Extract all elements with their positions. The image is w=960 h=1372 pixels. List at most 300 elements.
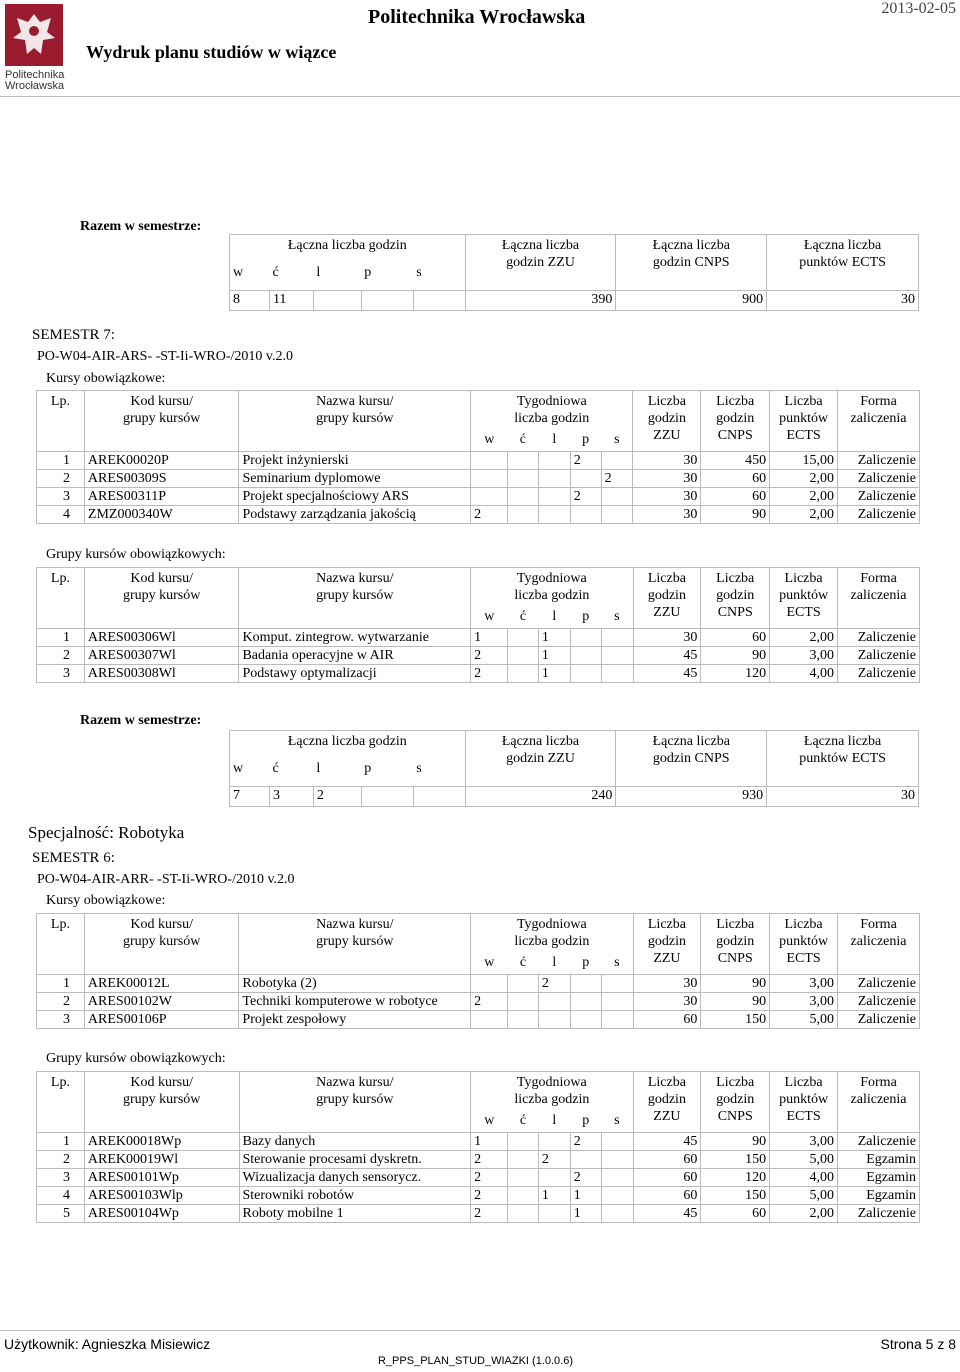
col-header-cnps: Liczba godzin CNPS xyxy=(701,568,770,629)
course-p: 2 xyxy=(570,487,601,505)
course-cnps: 90 xyxy=(701,1132,770,1150)
course-l xyxy=(538,1168,570,1186)
course-name: Projekt zespołowy xyxy=(239,1010,471,1028)
course-ects: 5,00 xyxy=(770,1010,838,1028)
summary-p xyxy=(361,290,413,310)
eagle-emblem-icon xyxy=(5,4,63,66)
summary-2-row xyxy=(230,786,919,806)
col-header-tygodniowa: Tygodniowa liczba godzin xyxy=(471,914,633,951)
course-l xyxy=(538,487,570,505)
course-lp: 4 xyxy=(37,1186,85,1204)
course-cnps: 150 xyxy=(701,1150,770,1168)
course-w: 2 xyxy=(471,646,508,664)
col-header-l: l xyxy=(538,1108,570,1132)
course-p xyxy=(570,1150,601,1168)
course-ects: 4,00 xyxy=(770,664,838,682)
page-subtitle: Wydruk planu studiów w wiązce xyxy=(86,42,337,62)
course-zzu: 30 xyxy=(633,992,701,1010)
course-ects: 4,00 xyxy=(770,1168,838,1186)
course-l: 1 xyxy=(538,664,570,682)
course-ects: 2,00 xyxy=(770,487,838,505)
course-row xyxy=(37,469,920,487)
course-forma: Zaliczenie xyxy=(838,505,920,523)
col-header-kod: Kod kursu/ grupy kursów xyxy=(84,1072,239,1133)
course-l xyxy=(538,1204,570,1222)
sem7-groups-table xyxy=(36,567,920,683)
course-row xyxy=(37,487,920,505)
course-s xyxy=(601,1010,633,1028)
course-s xyxy=(601,1204,633,1222)
course-w: 2 xyxy=(471,664,508,682)
col-header-cnps: Liczba godzin CNPS xyxy=(701,914,770,975)
course-l xyxy=(538,505,570,523)
logo-text xyxy=(5,70,67,92)
summary-2-w: 7 xyxy=(230,786,270,806)
col-header-lp: Lp. xyxy=(37,568,85,629)
semester-7-groups-label: Grupy kursów obowiązkowych: xyxy=(46,547,226,562)
course-row xyxy=(37,1168,920,1186)
course-ects: 2,00 xyxy=(770,469,838,487)
header-divider xyxy=(0,96,960,97)
university-logo xyxy=(5,4,67,92)
course-name: Sterowniki robotów xyxy=(239,1186,471,1204)
col-header-forma: Forma zaliczenia xyxy=(838,568,920,629)
col-header-s: s xyxy=(601,950,633,974)
course-zzu: 30 xyxy=(633,628,701,646)
course-zzu: 60 xyxy=(633,1168,701,1186)
summary-c: 11 xyxy=(269,290,313,310)
course-forma: Zaliczenie xyxy=(838,646,920,664)
course-code: ZMZ000340W xyxy=(84,505,239,523)
col-header-w: w xyxy=(471,1108,508,1132)
col-header-ects: Liczba punktów ECTS xyxy=(770,914,838,975)
course-w xyxy=(471,487,508,505)
course-s xyxy=(601,505,633,523)
course-forma: Zaliczenie xyxy=(838,1132,920,1150)
summary-col-p: p xyxy=(361,254,413,290)
semester-6-code: PO-W04-AIR-ARR- -ST-Ii-WRO-/2010 v.2.0 xyxy=(37,872,295,887)
course-w: 2 xyxy=(471,1204,508,1222)
summary-2-label: Razem w semestrze: xyxy=(80,713,202,728)
course-w: 2 xyxy=(471,1150,508,1168)
logo-text-line-2: Wrocławska xyxy=(5,80,65,92)
course-l: 1 xyxy=(538,1186,570,1204)
course-s xyxy=(601,628,633,646)
course-row xyxy=(37,664,920,682)
course-p xyxy=(570,1010,601,1028)
course-c xyxy=(507,469,538,487)
course-name: Podstawy optymalizacji xyxy=(239,664,471,682)
col-header-p: p xyxy=(570,604,601,628)
col-header-cnps: Liczba godzin CNPS xyxy=(701,391,770,452)
course-lp: 2 xyxy=(37,992,85,1010)
course-p: 2 xyxy=(570,1168,601,1186)
footer-divider xyxy=(0,1330,960,1331)
summary-2-l: 2 xyxy=(313,786,361,806)
col-header-tygodniowa: Tygodniowa liczba godzin xyxy=(471,1072,633,1109)
course-ects: 15,00 xyxy=(770,451,838,469)
course-code: ARES00306Wl xyxy=(84,628,239,646)
course-l: 1 xyxy=(538,628,570,646)
course-code: ARES00102W xyxy=(84,992,239,1010)
course-zzu: 45 xyxy=(633,664,701,682)
summary-header-cnps: Łączna liczba godzin CNPS xyxy=(616,235,767,291)
course-c xyxy=(508,1132,539,1150)
course-forma: Zaliczenie xyxy=(838,1204,920,1222)
semester-6-groups-label: Grupy kursów obowiązkowych: xyxy=(46,1051,226,1066)
col-header-ects: Liczba punktów ECTS xyxy=(770,1072,838,1133)
summary-2-header-hours: Łączna liczba godzin xyxy=(230,731,466,751)
course-lp: 3 xyxy=(37,487,85,505)
semester-6-title: SEMESTR 6: xyxy=(32,850,115,866)
course-s: 2 xyxy=(601,469,633,487)
course-ects: 2,00 xyxy=(770,505,838,523)
col-header-p: p xyxy=(570,1108,601,1132)
course-c xyxy=(507,451,538,469)
summary-row xyxy=(230,290,919,310)
print-date: 2013-02-05 xyxy=(881,0,956,17)
course-lp: 5 xyxy=(37,1204,85,1222)
course-w: 2 xyxy=(471,1186,508,1204)
course-s xyxy=(601,974,633,992)
course-p: 2 xyxy=(570,1132,601,1150)
course-ects: 5,00 xyxy=(770,1150,838,1168)
col-header-nazwa: Nazwa kursu/ grupy kursów xyxy=(239,568,471,629)
course-zzu: 30 xyxy=(633,451,701,469)
course-ects: 3,00 xyxy=(770,646,838,664)
course-forma: Zaliczenie xyxy=(838,1010,920,1028)
col-header-cnps: Liczba godzin CNPS xyxy=(701,1072,770,1133)
course-c xyxy=(508,974,539,992)
course-row xyxy=(37,505,920,523)
summary-col-w: w xyxy=(230,254,270,290)
course-code: ARES00309S xyxy=(84,469,239,487)
col-header-c: ć xyxy=(508,1108,539,1132)
course-w: 2 xyxy=(471,1168,508,1186)
course-code: ARES00104Wp xyxy=(84,1204,239,1222)
col-header-zzu: Liczba godzin ZZU xyxy=(633,391,701,452)
course-l xyxy=(538,451,570,469)
course-zzu: 60 xyxy=(633,1186,701,1204)
col-header-l: l xyxy=(538,604,570,628)
summary-2-c: 3 xyxy=(269,786,313,806)
summary-2-col-w: w xyxy=(230,750,270,786)
course-code: ARES00106P xyxy=(84,1010,239,1028)
course-c xyxy=(507,487,538,505)
course-name: Podstawy zarządzania jakością xyxy=(239,505,471,523)
course-code: AREK00012L xyxy=(84,974,239,992)
course-row xyxy=(37,992,920,1010)
course-cnps: 60 xyxy=(701,628,770,646)
course-row xyxy=(37,1132,920,1150)
summary-table xyxy=(229,234,919,311)
course-c xyxy=(508,628,539,646)
course-w: 1 xyxy=(471,628,508,646)
course-zzu: 60 xyxy=(633,1150,701,1168)
summary-col-c: ć xyxy=(269,254,313,290)
course-zzu: 60 xyxy=(633,1010,701,1028)
course-c xyxy=(508,1186,539,1204)
course-zzu: 30 xyxy=(633,505,701,523)
course-p xyxy=(570,646,601,664)
course-p xyxy=(570,664,601,682)
course-row xyxy=(37,1204,920,1222)
semester-7-title: SEMESTR 7: xyxy=(32,327,115,343)
course-lp: 2 xyxy=(37,646,85,664)
col-header-kod: Kod kursu/ grupy kursów xyxy=(84,568,239,629)
course-lp: 3 xyxy=(37,664,85,682)
col-header-zzu: Liczba godzin ZZU xyxy=(633,1072,701,1133)
col-header-kod: Kod kursu/ grupy kursów xyxy=(84,914,239,975)
course-s xyxy=(601,646,633,664)
summary-2-header-zzu: Łączna liczba godzin ZZU xyxy=(465,731,616,787)
course-lp: 1 xyxy=(37,451,85,469)
course-zzu: 45 xyxy=(633,646,701,664)
summary-2-s xyxy=(413,786,465,806)
course-w xyxy=(471,1010,508,1028)
course-lp: 4 xyxy=(37,505,85,523)
summary-2-header-ects: Łączna liczba punktów ECTS xyxy=(767,731,919,787)
course-p xyxy=(570,974,601,992)
course-w: 2 xyxy=(471,992,508,1010)
semester-7-mandatory-label: Kursy obowiązkowe: xyxy=(46,371,166,386)
course-l xyxy=(538,1010,570,1028)
summary-col-l: l xyxy=(313,254,361,290)
sem6-courses-table xyxy=(36,913,920,1029)
course-cnps: 150 xyxy=(701,1186,770,1204)
course-row xyxy=(37,1150,920,1168)
course-forma: Zaliczenie xyxy=(838,451,920,469)
logo-text-line-1: Politechnika xyxy=(5,69,65,81)
summary-2-col-c: ć xyxy=(269,750,313,786)
course-name: Seminarium dyplomowe xyxy=(239,469,471,487)
course-c xyxy=(508,1150,539,1168)
col-header-s: s xyxy=(601,1108,633,1132)
course-c xyxy=(508,1010,539,1028)
col-header-lp: Lp. xyxy=(37,1072,85,1133)
summary-col-s: s xyxy=(413,254,465,290)
course-cnps: 120 xyxy=(701,1168,770,1186)
course-forma: Zaliczenie xyxy=(838,628,920,646)
course-w xyxy=(471,469,508,487)
course-lp: 2 xyxy=(37,469,85,487)
course-w xyxy=(471,974,508,992)
sem6-groups-table xyxy=(36,1071,920,1223)
course-code: ARES00103Wlp xyxy=(84,1186,239,1204)
course-code: AREK00019Wl xyxy=(84,1150,239,1168)
col-header-nazwa: Nazwa kursu/ grupy kursów xyxy=(239,391,471,452)
course-forma: Zaliczenie xyxy=(838,974,920,992)
course-l xyxy=(538,1132,570,1150)
course-l: 2 xyxy=(538,1150,570,1168)
col-header-forma: Forma zaliczenia xyxy=(838,1072,920,1133)
course-name: Wizualizacja danych sensorycz. xyxy=(239,1168,471,1186)
course-lp: 3 xyxy=(37,1010,85,1028)
course-code: ARES00308Wl xyxy=(84,664,239,682)
course-cnps: 60 xyxy=(701,469,770,487)
col-header-p: p xyxy=(570,950,601,974)
col-header-c: ć xyxy=(507,427,538,451)
footer-report-code: R_PPS_PLAN_STUD_WIAZKI (1.0.0.6) xyxy=(378,1355,574,1367)
col-header-p: p xyxy=(570,427,601,451)
course-row xyxy=(37,1186,920,1204)
specialization-title: Specjalność: Robotyka xyxy=(28,823,185,842)
course-s xyxy=(601,451,633,469)
course-c xyxy=(508,1168,539,1186)
course-cnps: 90 xyxy=(701,505,770,523)
course-zzu: 30 xyxy=(633,487,701,505)
col-header-zzu: Liczba godzin ZZU xyxy=(633,914,701,975)
course-p xyxy=(570,469,601,487)
course-p xyxy=(570,992,601,1010)
course-row xyxy=(37,974,920,992)
col-header-zzu: Liczba godzin ZZU xyxy=(633,568,701,629)
course-row xyxy=(37,628,920,646)
summary-2-zzu: 240 xyxy=(465,786,616,806)
course-s xyxy=(601,1168,633,1186)
course-forma: Egzamin xyxy=(838,1150,920,1168)
course-forma: Egzamin xyxy=(838,1168,920,1186)
course-ects: 3,00 xyxy=(770,974,838,992)
col-header-nazwa: Nazwa kursu/ grupy kursów xyxy=(239,914,471,975)
col-header-l: l xyxy=(538,950,570,974)
course-forma: Zaliczenie xyxy=(838,664,920,682)
col-header-nazwa: Nazwa kursu/ grupy kursów xyxy=(239,1072,471,1133)
course-l xyxy=(538,469,570,487)
course-lp: 2 xyxy=(37,1150,85,1168)
col-header-w: w xyxy=(471,950,508,974)
course-c xyxy=(508,664,539,682)
summary-2-cnps: 930 xyxy=(616,786,767,806)
course-w: 1 xyxy=(471,1132,508,1150)
course-code: ARES00307Wl xyxy=(84,646,239,664)
col-header-s: s xyxy=(601,604,633,628)
course-forma: Zaliczenie xyxy=(838,469,920,487)
summary-2-col-p: p xyxy=(361,750,413,786)
sem7-courses-table xyxy=(36,390,920,524)
page-title: Politechnika Wrocławska xyxy=(368,6,586,28)
course-row xyxy=(37,1010,920,1028)
course-lp: 1 xyxy=(37,1132,85,1150)
course-name: Sterowanie procesami dyskretn. xyxy=(239,1150,471,1168)
course-name: Badania operacyjne w AIR xyxy=(239,646,471,664)
course-cnps: 90 xyxy=(701,974,770,992)
course-l xyxy=(538,992,570,1010)
course-cnps: 90 xyxy=(701,646,770,664)
course-s xyxy=(601,487,633,505)
col-header-ects: Liczba punktów ECTS xyxy=(770,391,838,452)
course-c xyxy=(507,505,538,523)
course-ects: 3,00 xyxy=(770,1132,838,1150)
course-c xyxy=(508,646,539,664)
course-name: Robotyka (2) xyxy=(239,974,471,992)
course-name: Projekt specjalnościowy ARS xyxy=(239,487,471,505)
col-header-c: ć xyxy=(508,604,539,628)
course-zzu: 30 xyxy=(633,974,701,992)
course-w xyxy=(471,451,508,469)
course-name: Bazy danych xyxy=(239,1132,471,1150)
course-p: 2 xyxy=(570,451,601,469)
course-lp: 1 xyxy=(37,974,85,992)
course-l: 2 xyxy=(538,974,570,992)
course-name: Komput. zintegrow. wytwarzanie xyxy=(239,628,471,646)
summary-header-hours: Łączna liczba godzin xyxy=(230,235,466,255)
course-ects: 2,00 xyxy=(770,1204,838,1222)
course-row xyxy=(37,646,920,664)
course-c xyxy=(508,1204,539,1222)
course-forma: Egzamin xyxy=(838,1186,920,1204)
course-cnps: 60 xyxy=(701,1204,770,1222)
course-s xyxy=(601,992,633,1010)
course-s xyxy=(601,1186,633,1204)
course-row xyxy=(37,451,920,469)
summary-2-ects: 30 xyxy=(767,786,919,806)
course-code: ARES00101Wp xyxy=(84,1168,239,1186)
summary-ects: 30 xyxy=(767,290,919,310)
course-lp: 3 xyxy=(37,1168,85,1186)
course-s xyxy=(601,1132,633,1150)
course-s xyxy=(601,664,633,682)
course-name: Techniki komputerowe w robotyce xyxy=(239,992,471,1010)
course-l: 1 xyxy=(538,646,570,664)
summary-2-table xyxy=(229,730,919,807)
summary-2-header-cnps: Łączna liczba godzin CNPS xyxy=(616,731,767,787)
course-c xyxy=(508,992,539,1010)
col-header-ects: Liczba punktów ECTS xyxy=(770,568,838,629)
col-header-kod: Kod kursu/ grupy kursów xyxy=(84,391,239,452)
course-code: AREK00020P xyxy=(84,451,239,469)
col-header-w: w xyxy=(471,604,508,628)
col-header-l: l xyxy=(538,427,570,451)
course-forma: Zaliczenie xyxy=(838,992,920,1010)
summary-zzu: 390 xyxy=(465,290,616,310)
summary-header-ects: Łączna liczba punktów ECTS xyxy=(767,235,919,291)
course-p xyxy=(570,505,601,523)
course-ects: 5,00 xyxy=(770,1186,838,1204)
footer-user: Użytkownik: Agnieszka Misiewicz xyxy=(4,1336,211,1352)
col-header-forma: Forma zaliczenia xyxy=(838,914,920,975)
course-cnps: 150 xyxy=(701,1010,770,1028)
summary-2-col-s: s xyxy=(413,750,465,786)
course-zzu: 45 xyxy=(633,1132,701,1150)
course-ects: 2,00 xyxy=(770,628,838,646)
course-cnps: 90 xyxy=(701,992,770,1010)
course-w: 2 xyxy=(471,505,508,523)
course-s xyxy=(601,1150,633,1168)
summary-label: Razem w semestrze: xyxy=(80,219,202,234)
course-cnps: 120 xyxy=(701,664,770,682)
col-header-tygodniowa: Tygodniowa liczba godzin xyxy=(471,391,633,428)
col-header-lp: Lp. xyxy=(37,914,85,975)
course-lp: 1 xyxy=(37,628,85,646)
course-p xyxy=(570,628,601,646)
course-code: ARES00311P xyxy=(84,487,239,505)
semester-6-mandatory-label: Kursy obowiązkowe: xyxy=(46,893,166,908)
summary-2-p xyxy=(361,786,413,806)
col-header-w: w xyxy=(471,427,508,451)
course-p: 1 xyxy=(570,1204,601,1222)
course-zzu: 30 xyxy=(633,469,701,487)
course-cnps: 60 xyxy=(701,487,770,505)
course-p: 1 xyxy=(570,1186,601,1204)
summary-l xyxy=(313,290,361,310)
course-name: Roboty mobilne 1 xyxy=(239,1204,471,1222)
footer-page-number: Strona 5 z 8 xyxy=(880,1336,956,1352)
summary-cnps: 900 xyxy=(616,290,767,310)
summary-header-zzu: Łączna liczba godzin ZZU xyxy=(465,235,616,291)
course-forma: Zaliczenie xyxy=(838,487,920,505)
course-code: AREK00018Wp xyxy=(84,1132,239,1150)
